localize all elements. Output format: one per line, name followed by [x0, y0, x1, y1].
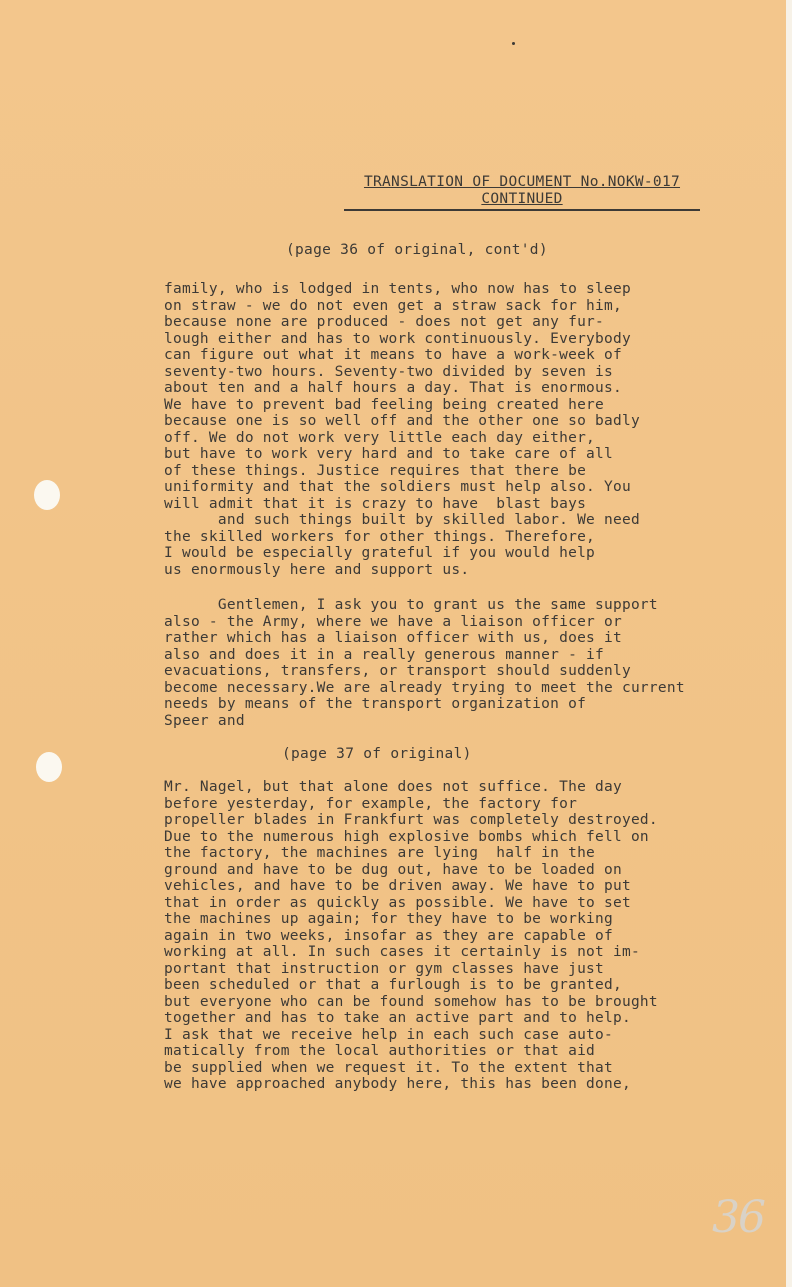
document-header — [344, 174, 700, 208]
header-rule — [344, 209, 700, 211]
handwritten-page-number: 36 — [712, 1192, 764, 1243]
document-title: TRANSLATION OF DOCUMENT No.NOKW-017 — [363, 174, 681, 190]
document-subtitle: CONTINUED — [481, 191, 563, 207]
punch-hole-upper — [34, 480, 60, 510]
ink-speck — [512, 42, 515, 45]
page-edge — [786, 0, 792, 1287]
page-note-first: (page 36 of original, cont'd) — [286, 242, 548, 258]
paragraph-2: Gentlemen, I ask you to grant us the same support also - the Army, where we have a liaison officer or rather which has a liaison officer with us, does it also and does it in a really generous manner - if evacuations, transfers, or transport should suddenly become necessary.We are already trying to meet the current needs by means of the transport organization of Speer and — [164, 597, 685, 729]
paragraph-1: family, who is lodged in tents, who now has to sleep on straw - we do not even get a straw sack for him, because none are produced - does not get any fur- lough either and has to work continuously. Everybody can figure out what it means to have a work-week of seventy-two hours. Seventy-two divided by seven is about ten and a half hours a day. That is enormous. We have to prevent bad feeling being created here because one is so well off and the other one so badly off. We do not work very little each day either, but have to work very hard and to take care of all of these things. Justice requires that there be uniformity and that the soldiers must help also. You will admit that it is crazy to have blast bays and such things built by skilled labor. We need the skilled workers for other things. Therefore, I would be especially grateful if you would help us enormously here and support us. — [164, 281, 640, 578]
paragraph-3: Mr. Nagel, but that alone does not suffice. The day before yesterday, for example, the factory for propeller blades in Frankfurt was completely destroyed. Due to the numerous high explosive bombs which fell on the factory, the machines are lying half in the ground and have to be dug out, have to be loaded on vehicles, and have to be driven away. We have to put that in order as quickly as possible. We have to set the machines up again; for they have to be working again in two weeks, insofar as they are capable of working at all. In such cases it certainly is not im- portant that instruction or gym classes have just been scheduled or that a furlough is to be granted, but everyone who can be found somehow has to be brought together and has to take an active part and to help. I ask that we receive help in each such case auto- matically from the local authorities or that aid be supplied when we request it. To the extent that we have approached anybody here, this has been done, — [164, 779, 658, 1092]
page-note-second: (page 37 of original) — [282, 746, 472, 762]
punch-hole-lower — [36, 752, 62, 782]
